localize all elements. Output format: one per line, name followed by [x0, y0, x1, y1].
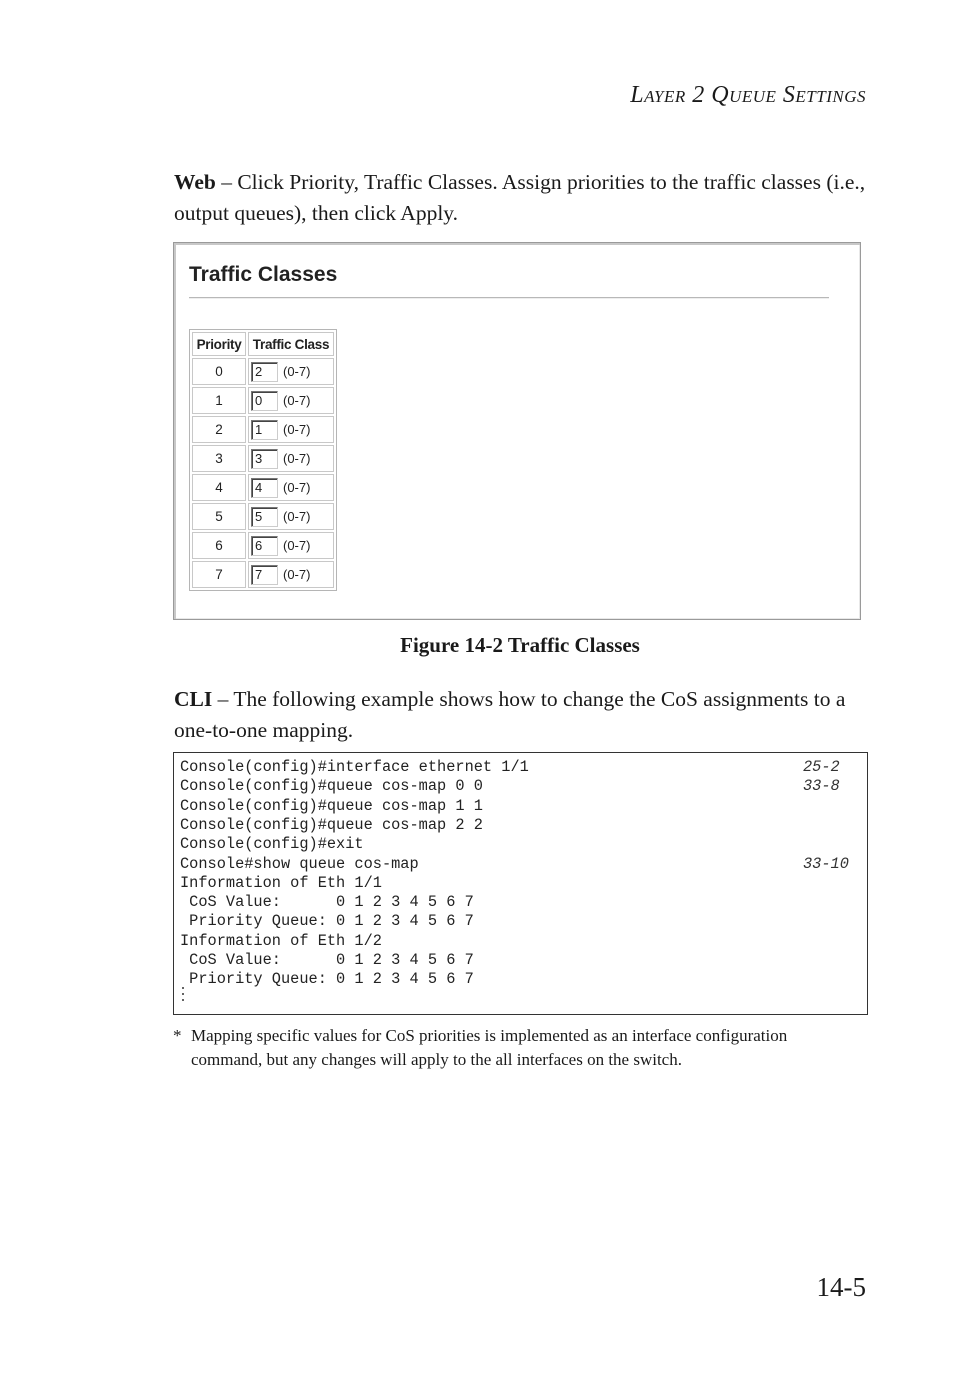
traffic-class-input[interactable]: 7	[251, 565, 278, 585]
table-row	[192, 358, 334, 385]
range-label: (0-7)	[283, 422, 311, 437]
running-header	[630, 82, 866, 109]
priority-cell: 7	[192, 561, 246, 588]
table-header-row	[192, 332, 334, 356]
column-header-traffic-class: Traffic Class	[248, 332, 334, 356]
table-row	[192, 416, 334, 443]
priority-cell: 2	[192, 416, 246, 443]
code-line: Console(config)#queue cos-map 0 0	[180, 777, 483, 796]
table-row	[192, 474, 334, 501]
code-line: Console(config)#interface ethernet 1/1	[180, 758, 529, 776]
traffic-class-input[interactable]: 1	[251, 420, 278, 440]
footnote-text: Mapping specific values for CoS priorities is implemented as an interface configuration command, but any changes will apply to the all interfaces on the switch.	[191, 1026, 788, 1069]
traffic-class-cell	[248, 387, 334, 414]
table-row	[192, 532, 334, 559]
priority-cell: 3	[192, 445, 246, 472]
code-line: Console(config)#exit	[180, 835, 364, 854]
range-label: (0-7)	[283, 393, 311, 408]
table-row	[192, 445, 334, 472]
range-label: (0-7)	[283, 364, 311, 379]
traffic-class-cell	[248, 445, 334, 472]
table-row	[192, 503, 334, 530]
traffic-class-cell	[248, 561, 334, 588]
traffic-class-cell	[248, 532, 334, 559]
range-label: (0-7)	[283, 509, 311, 524]
range-label: (0-7)	[283, 567, 311, 582]
traffic-class-input[interactable]: 5	[251, 507, 278, 527]
web-text: – Click Priority, Traffic Classes. Assign priorities to the traffic classes (i.e., output queues), then click Apply.	[174, 170, 866, 225]
header-word-2: 2	[692, 82, 705, 108]
traffic-class-table	[189, 329, 337, 591]
traffic-classes-screenshot	[173, 242, 861, 620]
range-label: (0-7)	[283, 480, 311, 495]
traffic-class-input[interactable]: 3	[251, 449, 278, 469]
traffic-class-input[interactable]: 0	[251, 391, 278, 411]
figure-caption: Figure 14-2 Traffic Classes	[400, 633, 640, 657]
code-line: Console(config)#queue cos-map 1 1	[180, 796, 483, 815]
priority-cell: 4	[192, 474, 246, 501]
traffic-class-cell	[248, 474, 334, 501]
footnote	[173, 1024, 813, 1072]
code-line: Information of Eth 1/2	[180, 931, 382, 950]
header-word-4: SETTINGS	[782, 82, 866, 108]
web-paragraph	[174, 167, 874, 229]
code-line: Priority Queue: 0 1 2 3 4 5 6 7	[180, 912, 474, 931]
footnote-marker: *	[173, 1026, 182, 1045]
cli-paragraph	[174, 684, 874, 746]
table-row	[192, 387, 334, 414]
traffic-class-input[interactable]: 4	[251, 478, 278, 498]
cli-code-block	[173, 752, 868, 1015]
screenshot-title: Traffic Classes	[189, 263, 338, 286]
command-reference: 33-10	[803, 854, 849, 873]
traffic-class-cell	[248, 416, 334, 443]
priority-cell: 5	[192, 503, 246, 530]
page-number: 14-5	[816, 1272, 866, 1302]
priority-cell: 6	[192, 532, 246, 559]
traffic-class-cell	[248, 503, 334, 530]
range-label: (0-7)	[283, 538, 311, 553]
column-header-priority: Priority	[192, 332, 246, 356]
cli-text: – The following example shows how to change the CoS assignments to a one-to-one mapping.	[174, 687, 846, 742]
range-label: (0-7)	[283, 451, 311, 466]
web-lead: Web	[174, 170, 216, 194]
title-divider	[189, 297, 829, 299]
command-reference: 25-2	[803, 758, 840, 776]
priority-cell: 1	[192, 387, 246, 414]
traffic-class-input[interactable]: 2	[251, 362, 278, 382]
code-line: Console(config)#queue cos-map 2 2	[180, 815, 483, 834]
code-line: Priority Queue: 0 1 2 3 4 5 6 7	[180, 970, 474, 989]
header-word-1: LAYER	[630, 82, 686, 108]
continuation-dots	[182, 987, 186, 1005]
header-word-3: QUEUE	[711, 82, 777, 108]
cli-lead: CLI	[174, 687, 213, 711]
command-reference: 33-8	[803, 777, 840, 796]
code-line: CoS Value: 0 1 2 3 4 5 6 7	[180, 893, 474, 912]
table-body	[192, 358, 334, 588]
traffic-class-input[interactable]: 6	[251, 536, 278, 556]
table-row	[192, 561, 334, 588]
code-line: CoS Value: 0 1 2 3 4 5 6 7	[180, 951, 474, 969]
traffic-class-cell	[248, 358, 334, 385]
priority-cell: 0	[192, 358, 246, 385]
code-line: Console#show queue cos-map	[180, 854, 419, 873]
code-line: Information of Eth 1/1	[180, 873, 382, 892]
